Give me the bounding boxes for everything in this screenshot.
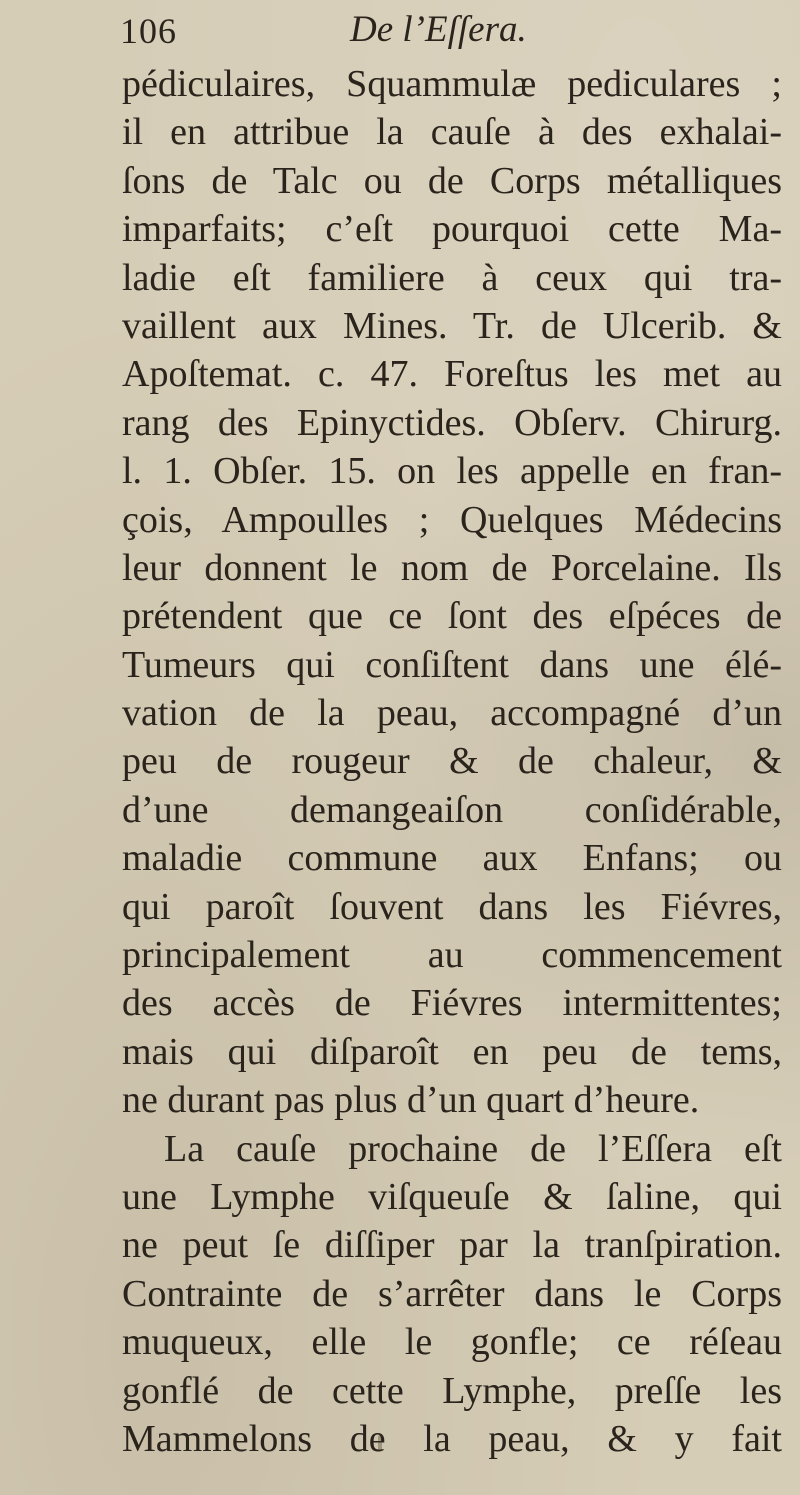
page-header bbox=[120, 4, 780, 54]
text-line: ſons de Talc ou de Corps métalliques bbox=[122, 159, 782, 202]
text-line: l. 1. Obſer. 15. on les appelle en fran- bbox=[122, 450, 782, 493]
ink-speck bbox=[378, 1435, 382, 1451]
text-line: il en attribue la cauſe à des exhalai- bbox=[122, 111, 782, 154]
running-title: De l’Eſſera. bbox=[350, 9, 527, 50]
text-line: qui paroît ſouvent dans les Fiévres, bbox=[122, 885, 782, 928]
text-line: Mammelons de la peau, & y fait bbox=[122, 1417, 782, 1460]
text-line: Tumeurs qui conſiſtent dans une élé- bbox=[122, 643, 782, 686]
paragraph-start-line: La cauſe prochaine de l’Eſſera eſt bbox=[164, 1127, 782, 1170]
text-line: maladie commune aux Enfans; ou bbox=[122, 837, 782, 880]
text-line: peu de rougeur & de chaleur, & bbox=[122, 740, 782, 783]
text-line: mais qui diſparoît en peu de tems, bbox=[122, 1030, 782, 1073]
text-line: principalement au commencement bbox=[122, 934, 782, 977]
body-text bbox=[122, 60, 782, 1463]
text-line: prétendent que ce ſont des eſpéces de bbox=[122, 595, 782, 638]
text-line: ne peut ſe diſſiper par la tranſpiration. bbox=[122, 1224, 782, 1267]
text-line: vaillent aux Mines. Tr. de Ulcerib. & bbox=[122, 304, 782, 347]
text-line: çois, Ampoulles ; Quelques Médecins bbox=[122, 498, 782, 541]
page-number: 106 bbox=[120, 11, 177, 51]
text-line: Contrainte de s’arrêter dans le Corps bbox=[122, 1272, 782, 1315]
text-line: des accès de Fiévres intermittentes; bbox=[122, 982, 782, 1025]
text-line: imparfaits; c’eſt pourquoi cette Ma- bbox=[122, 208, 782, 251]
text-line: pédiculaires, Squammulæ pediculares ; bbox=[122, 63, 782, 105]
text-line: Apoſtemat. c. 47. Foreſtus les met au bbox=[122, 353, 782, 396]
text-line: leur donnent le nom de Porcelaine. Ils bbox=[122, 546, 782, 589]
text-line: muqueux, elle le gonfle; ce réſeau bbox=[122, 1321, 782, 1364]
text-line: vation de la peau, accompagné d’un bbox=[122, 692, 782, 735]
text-line: rang des Epinyctides. Obſerv. Chirurg. bbox=[122, 401, 782, 444]
text-line: ne durant pas plus d’un quart d’heure. bbox=[122, 1079, 700, 1122]
text-line: gonflé de cette Lymphe, preſſe les bbox=[122, 1369, 782, 1412]
text-line: une Lymphe viſqueuſe & ſaline, qui bbox=[122, 1175, 782, 1218]
text-line: d’une demangeaiſon conſidérable, bbox=[122, 788, 782, 831]
text-line: ladie eſt familiere à ceux qui tra- bbox=[122, 256, 782, 299]
